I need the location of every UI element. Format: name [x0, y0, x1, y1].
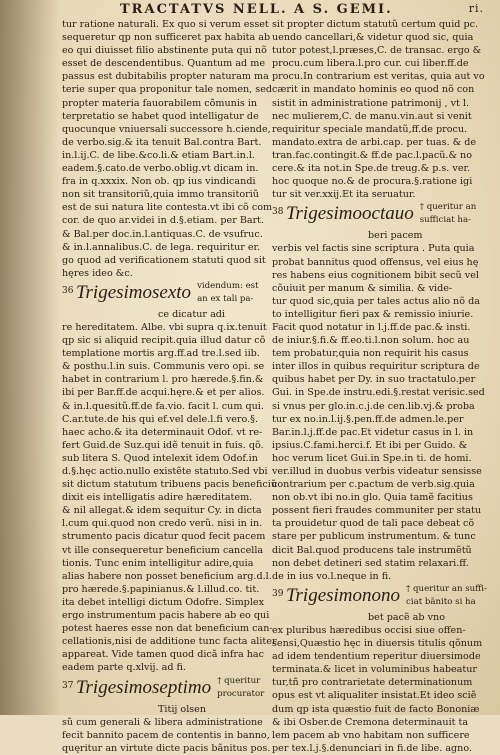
text-line: lem pacem ab vno habitam non sufficere	[272, 729, 470, 741]
text-line: tur,tñ pro contrarietate determinationum	[272, 677, 473, 689]
text-line: sit dictum statutum tribuens pacis beneficiũ	[62, 479, 278, 491]
text-line: cor. de quo ar.videi in d.§.etiam. per Bart.	[62, 215, 265, 227]
text-line: de iniur.§.fi.& ff.eo.ti.l.non solum. hoc au	[272, 335, 470, 347]
text-line: per tex.l.j.§.denunciari in fi.de libe. agno.	[272, 742, 473, 754]
text-line: hęres ideo &c.	[62, 267, 133, 279]
text-line: quęritur an virtute dicte pacis bãnitus pos.	[62, 742, 271, 754]
text-line: uendo cancellari,& videtur quod sic, quia	[272, 32, 474, 44]
text-line: appareat. Vide tamen quod dicã infra hac	[62, 649, 264, 661]
side-line: an ex tali pa-	[197, 293, 254, 304]
text-line: ex pluribus hæredibus occisi siue offen-	[272, 624, 466, 636]
text-line: & Bal.per doc.in.l.antiquas.C. de vsufruc.	[62, 228, 263, 240]
text-line: sũ cum generali & libera administratione	[62, 716, 263, 728]
text-line: ibi per Bar.ff.de acqui.hęre.& et per alios.	[62, 387, 265, 399]
text-line: re hereditatem. Albe. vbi supra q.ix.tenuit	[62, 321, 267, 333]
text-line: procu.cum libera.l.pro cur. cui liber.ff.de	[272, 58, 469, 70]
heading-continuation-line: bet pacẽ ab vno	[368, 611, 445, 623]
text-line: sensi,Quæstio hęc in diuersis titulis qõnum	[272, 638, 483, 650]
text-line: eadem.§.cato.de verbo.oblig.vt dicam in.	[62, 163, 259, 175]
text-line: ad idem tendentium reperitur diuersimode	[272, 651, 481, 663]
section-heading-36	[62, 281, 266, 308]
binding-gutter-shadow	[0, 0, 60, 715]
text-line: fra in q.xxxix. Non ob. qp ius vindicandi	[62, 176, 256, 188]
text-line: terpretatio se habet quod intelligatur de	[62, 110, 259, 122]
section-title: Trigesimooctauo	[286, 203, 414, 225]
text-line: sequeretur qp non sufficeret pax habita ab	[62, 32, 271, 44]
right-text-block-c	[272, 624, 490, 755]
text-line: inter illos in quibus requiritur scriptura de	[272, 361, 480, 373]
text-line: to intelligitur fieri pax & remissio iniurie.	[272, 308, 474, 320]
text-line: cere.& ita not.in Spe.de treug.& p.s. ver.	[272, 163, 471, 175]
text-line: non sit transitoriũ,quia immo transitoriũ	[62, 189, 259, 201]
header-title: TRACTATVS NELL. A S. GEMI.	[120, 2, 393, 17]
text-line: nec mulierem,C. de manu.vin.aut si venit	[272, 110, 472, 122]
text-line: tur ex no.in.l.ij.§.pen.ff.de admen.le.per	[272, 413, 464, 425]
text-line: dum qp ista quæstio fuit de facto Bononiæ	[272, 703, 480, 715]
right-column	[272, 18, 490, 754]
side-line: ciat bãnito si ha	[406, 596, 476, 607]
text-line: potest haeres esse non dat beneficium can-	[62, 623, 273, 635]
text-line: sub litera S. Quod intelexit idem Odof.in	[62, 452, 258, 464]
section-heading-38	[272, 202, 490, 229]
text-line: non debet detineri sed statim relaxari.ff.	[272, 557, 469, 569]
text-line: sistit in administratione patrimonij , vt l.	[272, 97, 470, 109]
text-line: fert Guid.de Suz.qui idẽ tenuit in fuis. qõ.	[62, 439, 264, 451]
text-line: C.ar.tute.de his qui ef.vel dele.l.fi vero.§.	[62, 413, 259, 425]
text-line: hoc verum licet Gui.in Spe.in ti. de homi.	[272, 452, 472, 464]
text-line: res habens eius cognitionem bibit secũ vel	[272, 269, 479, 281]
text-line: requiritur speciale mandatũ,ff.de procu.	[272, 123, 468, 135]
text-line: hoc quoque no.& de procura.§.ratione igi	[272, 176, 473, 188]
side-line: sufficiat ha-	[419, 215, 471, 226]
text-line: ipsius.C.fami.herci.f. Et ibi per Guido. &	[272, 439, 468, 451]
text-line: & nil allegat.& idem sequitur Cy. in dicta	[62, 505, 262, 517]
section-heading-side-text	[420, 202, 477, 228]
side-line: procurator	[217, 688, 265, 699]
text-line: quibus habet per Dy. in suo tractatulo.per	[272, 374, 476, 386]
text-line: pro hærede.§.papinianus.& l.illud.co. tit.	[62, 583, 260, 595]
text-line: tran.fac.contingit.& ff.de pac.l.pacũ.& no	[272, 149, 473, 161]
text-line: & in.l.quesitũ.ff.de fa.vio. facit l. cum qui.	[62, 400, 264, 412]
text-line: opus est vt aliqualiter insistat.Et ideo sciẽ	[272, 690, 477, 702]
text-line: probat bannitus quod offensus, vel eius hę	[272, 256, 479, 268]
heading-continuation-line: ce dicatur adi	[158, 308, 226, 320]
text-line: terie super qua proponitur tale nomen, sed	[62, 84, 273, 96]
text-line: non ob.vt ibi no.in glo. Quia tamẽ facitius	[272, 492, 473, 504]
text-line: vt ille consequeretur beneficium cancella	[62, 544, 264, 556]
section-heading-37	[62, 676, 266, 703]
text-line: eadem parte q.xlvij. ad fi.	[62, 662, 186, 674]
text-line: quocunque vniuersali successore h.ciende,	[62, 123, 271, 135]
text-line: ta prouidetur quod de tali pace debeat cõ	[272, 518, 475, 530]
text-line: stare per publicum instrumentum. & tunc	[272, 531, 476, 543]
text-line: cõuiuit per manum & similia. & vide-	[272, 282, 453, 294]
text-line: tur quod sic,quia per tales actus alio nõ da	[272, 295, 480, 307]
heading-continuation-line: beri pacem	[368, 230, 423, 242]
text-line: templatione mortis arg.ff.ad tre.l.sed iib.	[62, 348, 260, 360]
header-signature: ri.	[468, 2, 484, 15]
text-line: & in.l.annalibus.C. de lega. requiritur er.	[62, 241, 261, 253]
section-heading-side-text	[217, 676, 264, 702]
section-heading-39	[272, 584, 490, 611]
text-line: mandato.extra de arbi.cap. per tuas. & de	[272, 136, 477, 148]
text-line: habet in contrarium l. pro hærede.§.fin.&	[62, 374, 264, 386]
section-title: Trigesimosexto	[76, 281, 192, 303]
text-line: strumento pacis dicatur quod fecit pacem	[62, 531, 266, 543]
section-title: Trigesimoseptimo	[76, 676, 212, 698]
text-line: ita debet intelligi dictum Odofre. Simplex	[62, 596, 264, 608]
section-heading-side-text	[197, 281, 259, 307]
text-line: contrarium per c.pactum de verb.sig.quia	[272, 479, 475, 491]
text-line: verbis vel factis sine scriptura . Puta quia	[272, 243, 475, 255]
text-line: passus est dubitabilis propter naturam ma	[62, 71, 269, 83]
text-line: & posthu.l.in suis. Communis vero opi. se	[62, 361, 265, 373]
heading-continuation-line: Titij olsen	[158, 703, 207, 715]
text-line: fecit bannito pacem de contentis in banno,	[62, 729, 270, 741]
text-line: go quod ad verificationem statuti quod sit	[62, 254, 266, 266]
text-line: tionis. Tunc enim intelligitur adire,quia	[62, 557, 254, 569]
text-line: tutor potest,l.præses,C. de transac. ergo &	[272, 45, 482, 57]
right-text-block-b	[272, 242, 490, 582]
text-line: cærit in mandato hominis eo quod nõ con	[272, 84, 475, 96]
text-line: tem probatur,quia non requirit his casus	[272, 348, 469, 360]
text-line: haec acho.& ita determinauit Odof. vt re-	[62, 426, 263, 438]
text-line: qp sic si aliquid recipit.quia illud datur cõ	[62, 335, 266, 347]
side-line: videndum: est	[197, 280, 259, 291]
text-line: procu.In contrarium est veritas, quia aut vo	[272, 71, 485, 83]
section-number: 38	[272, 207, 284, 218]
left-text-block-a	[62, 18, 273, 280]
section-number: 36	[62, 285, 74, 296]
side-line: † queritur an suffi-	[406, 583, 487, 594]
text-line: ergo instrumentum pacis habere ab eo qui	[62, 610, 270, 622]
text-line: de verbo.sig.& ita tenuit Bal.contra Bart.	[62, 136, 262, 148]
side-line: † queritur	[217, 675, 261, 686]
text-line: dixit eis intelligatis adire hæreditatem.	[62, 492, 253, 504]
text-line: d.§.hęc actio.nullo existẽte statuto.Sed vbi	[62, 466, 268, 477]
text-line: propter materia fauorabilem cõmunis in	[62, 97, 258, 109]
text-line: dicit Bal.quod producens tale instrumẽtũ	[272, 544, 472, 556]
text-line: si vnus per glo.in.c.j.de cen.lib.vj.& proba	[272, 400, 475, 412]
section-number: 37	[62, 680, 74, 691]
text-line: possent fieri fraudes communiter per statu	[272, 505, 482, 517]
section-title: Trigesimonono	[286, 584, 401, 606]
text-line: tur sit ver.xxij.Et ita seruatur.	[272, 189, 416, 201]
text-line: alias habere non posset beneficium arg.d.l.	[62, 570, 272, 582]
text-line: in.l.ij.C. de libe.&co.li.& etiam Bart.in.l.	[62, 149, 255, 161]
text-line: & ibi Osber.de Cremona determinauit ta	[272, 716, 469, 728]
text-line: Facit quod notatur in l.j.ff.de pac.& insti.	[272, 321, 471, 333]
section-heading-side-text	[406, 584, 487, 610]
text-line: est de sui natura lite contesta.vt ibi cõ com	[62, 202, 273, 214]
text-line: Bar.in.l.j.ff.de pac.Et videtur casus in l. in	[272, 426, 474, 438]
text-line: Gui. in Spe.de instru.edi.§.restat verisic.sed	[272, 387, 485, 399]
side-line: † queritur an	[419, 202, 477, 213]
right-text-block-a	[272, 18, 490, 201]
text-line: esset de descendentibus. Quantum ad me	[62, 58, 266, 70]
text-line: tur ratione naturali. Ex quo si verum esset	[62, 19, 269, 30]
running-header	[120, 2, 500, 18]
text-line: l.cum qui.quod non credo verũ. nisi in in.	[62, 518, 263, 530]
left-text-block-c	[62, 716, 271, 755]
section-number: 39	[272, 588, 284, 599]
text-line: sit propter dictum statutũ certum quid pc.	[272, 19, 479, 30]
text-line: cellationis,nisi de additione tunc facta aliter	[62, 636, 277, 648]
text-line: ver.illud in duobus verbis videatur sensisse	[272, 466, 482, 477]
text-line: eo qui diuisset filio abstinente puta qui nõ	[62, 45, 267, 57]
text-line: terminata.& licet in voluminibus habeatur	[272, 664, 477, 676]
text-line: de in ius vo.l.neque in fi.	[272, 570, 392, 582]
